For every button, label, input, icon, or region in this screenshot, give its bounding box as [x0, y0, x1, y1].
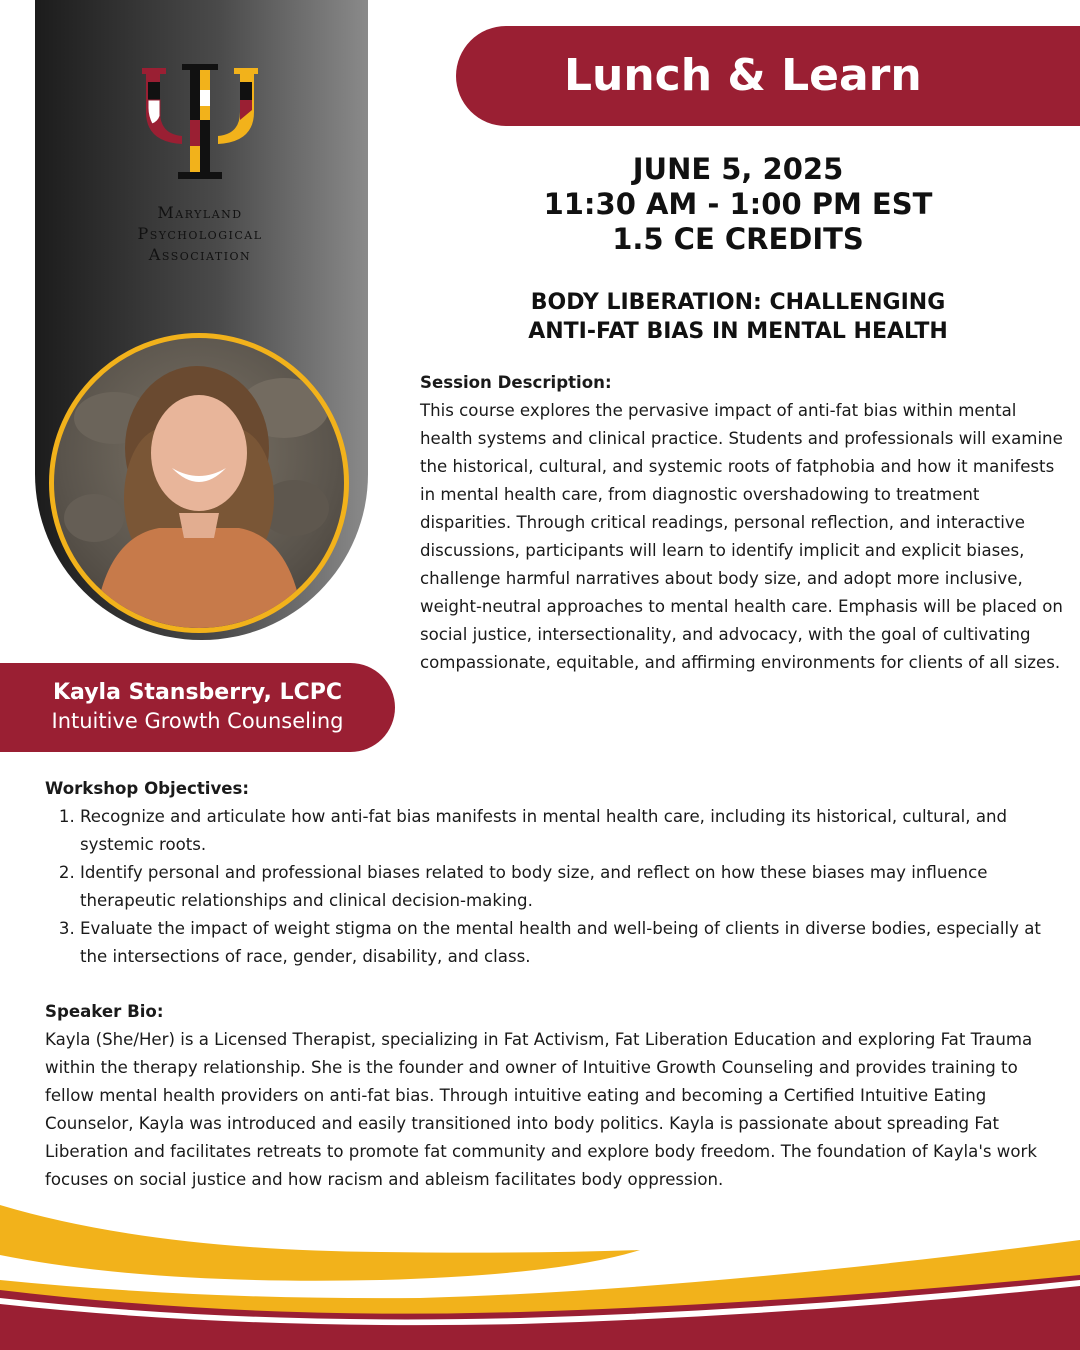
session-title	[400, 288, 1076, 346]
session-title-line: ANTI-FAT BIAS IN MENTAL HEALTH	[528, 319, 948, 344]
organization-name-line: Maryland	[157, 203, 243, 222]
speaker-tab	[0, 663, 395, 752]
speaker-bio	[45, 998, 1070, 1194]
organization-name	[120, 202, 280, 265]
organization-name-line: Association	[148, 245, 252, 264]
speaker-organization: Intuitive Growth Counseling	[51, 709, 344, 733]
list-item: 1. Recognize and articulate how anti-fat bias manifests in mental health care, including its historical, cultural, and systemic roots.	[80, 803, 1070, 859]
speaker-bio-text: Kayla (She/Her) is a Licensed Therapist, specializing in Fat Activism, Fat Liberation Education and exploring Fat Trauma within the therapy relationship. She is the founder and owner of Intuitive Growth Counseling and provides training to fellow mental health providers on anti-fat bias. Through intuitive eating and becoming a Certified Intuitive Eating Counselor, Kayla was introduced and easily transitioned into body politics. Kayla is passionate about spreading Fat Liberation and facilitates retreats to promote fat community and explore body freedom. The foundation of Kayla's work focuses on social justice and how racism and ableism facilitates body oppression.	[45, 1030, 1037, 1189]
organization-logo	[120, 60, 280, 290]
list-item: 3. Evaluate the impact of weight stigma on the mental health and well-being of clients in diverse bodies, especially at the intersections of race, gender, disability, and class.	[80, 915, 1070, 971]
psi-logo-icon	[138, 60, 262, 186]
session-title-line: BODY LIBERATION: CHALLENGING	[530, 290, 946, 315]
session-description-label: Session Description:	[420, 373, 612, 392]
event-date: JUNE 5, 2025	[632, 152, 844, 186]
session-description-text: This course explores the pervasive impact of anti-fat bias within mental health systems and clinical practice. Students and professionals will examine the historical, cultural, and systemic roots of fatphobia and how it manifests in mental health care, from diagnostic overshadowing to treatment disparities. Through critical readings, personal reflection, and interactive discussions, participants will learn to identify implicit and explicit biases, challenge harmful narratives about body size, and adopt more inclusive, weight-neutral approaches to mental health care. Emphasis will be placed on social justice, intersectionality, and advocacy, with the goal of cultivating compassionate, equitable, and affirming environments for clients of all sizes.	[420, 401, 1063, 672]
title-banner	[456, 26, 1080, 126]
speaker-portrait-icon	[54, 338, 344, 628]
session-description	[420, 369, 1068, 677]
workshop-objectives	[45, 775, 1070, 971]
workshop-objectives-label: Workshop Objectives:	[45, 779, 250, 798]
speaker-photo	[49, 333, 349, 633]
speaker-bio-label: Speaker Bio:	[45, 1002, 164, 1021]
decorative-waves	[0, 1180, 1080, 1350]
objectives-list	[45, 803, 1070, 971]
speaker-name: Kayla Stansberry, LCPC	[52, 680, 343, 705]
organization-name-line: Psychological	[137, 224, 263, 243]
event-info	[400, 152, 1076, 257]
event-time: 11:30 AM - 1:00 PM EST	[543, 187, 933, 221]
event-credits: 1.5 CE CREDITS	[612, 222, 864, 256]
event-title: Lunch & Learn	[564, 50, 922, 101]
list-item: 2. Identify personal and professional biases related to body size, and reflect on how these biases may influence therapeutic relationships and clinical decision-making.	[80, 859, 1070, 915]
